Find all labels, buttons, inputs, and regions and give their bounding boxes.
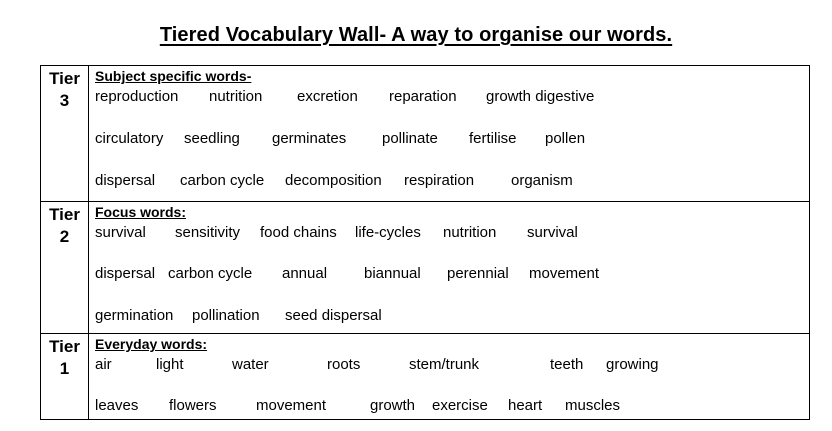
page-title: Tiered Vocabulary Wall- A way to organise our words. xyxy=(159,24,673,46)
word: germination xyxy=(95,307,174,324)
word: germinates xyxy=(272,130,347,147)
word: excretion xyxy=(297,88,358,105)
tier-row-1 xyxy=(41,333,809,419)
word: dispersal xyxy=(95,265,156,282)
tier-number: 1 xyxy=(59,359,70,378)
word: decomposition xyxy=(285,172,382,189)
word: food chains xyxy=(260,224,337,241)
word: roots xyxy=(327,356,361,373)
word: growth digestive xyxy=(486,88,595,105)
word: dispersal xyxy=(95,172,156,189)
word: reparation xyxy=(389,88,457,105)
tier-heading: Subject specific words- xyxy=(95,68,252,84)
word: fertilise xyxy=(469,130,517,147)
tier-row-2 xyxy=(41,201,809,333)
word: carbon cycle xyxy=(180,172,265,189)
word: pollen xyxy=(545,130,586,147)
tier-label: Tier xyxy=(49,69,80,88)
word: reproduction xyxy=(95,88,179,105)
word: pollination xyxy=(192,307,260,324)
words-cell-1 xyxy=(89,334,809,419)
word: muscles xyxy=(565,397,621,414)
word: nutrition xyxy=(443,224,497,241)
word: respiration xyxy=(404,172,475,189)
word: light xyxy=(156,356,184,373)
tier-number: 3 xyxy=(59,91,70,110)
word: perennial xyxy=(447,265,509,282)
word: heart xyxy=(508,397,543,414)
word: sensitivity xyxy=(175,224,241,241)
word: teeth xyxy=(550,356,584,373)
tier-heading: Focus words: xyxy=(95,204,187,220)
word: seed dispersal xyxy=(285,307,382,324)
word: stem/trunk xyxy=(409,356,480,373)
word: nutrition xyxy=(209,88,263,105)
words-cell-2 xyxy=(89,202,809,333)
word: water xyxy=(232,356,269,373)
tier-cell-3 xyxy=(41,66,89,201)
word: seedling xyxy=(184,130,240,147)
word: growth xyxy=(370,397,416,414)
tier-row-3 xyxy=(41,66,809,201)
vocabulary-table xyxy=(40,65,810,420)
words-cell-3 xyxy=(89,66,809,201)
word: annual xyxy=(282,265,328,282)
tier-cell-1 xyxy=(41,334,89,419)
tier-label: Tier xyxy=(49,337,80,356)
word: life-cycles xyxy=(355,224,421,241)
word: organism xyxy=(511,172,573,189)
word: biannual xyxy=(364,265,421,282)
word: survival xyxy=(527,224,578,241)
tier-heading: Everyday words: xyxy=(95,336,208,352)
word: growing xyxy=(606,356,659,373)
tier-label: Tier xyxy=(49,205,80,224)
word: leaves xyxy=(95,397,139,414)
word: exercise xyxy=(432,397,488,414)
word: flowers xyxy=(169,397,217,414)
word: circulatory xyxy=(95,130,164,147)
word: movement xyxy=(256,397,327,414)
word: movement xyxy=(529,265,600,282)
tier-number: 2 xyxy=(59,227,70,246)
tier-cell-2 xyxy=(41,202,89,333)
word: carbon cycle xyxy=(168,265,253,282)
word: air xyxy=(95,356,112,373)
word: survival xyxy=(95,224,146,241)
word: pollinate xyxy=(382,130,438,147)
